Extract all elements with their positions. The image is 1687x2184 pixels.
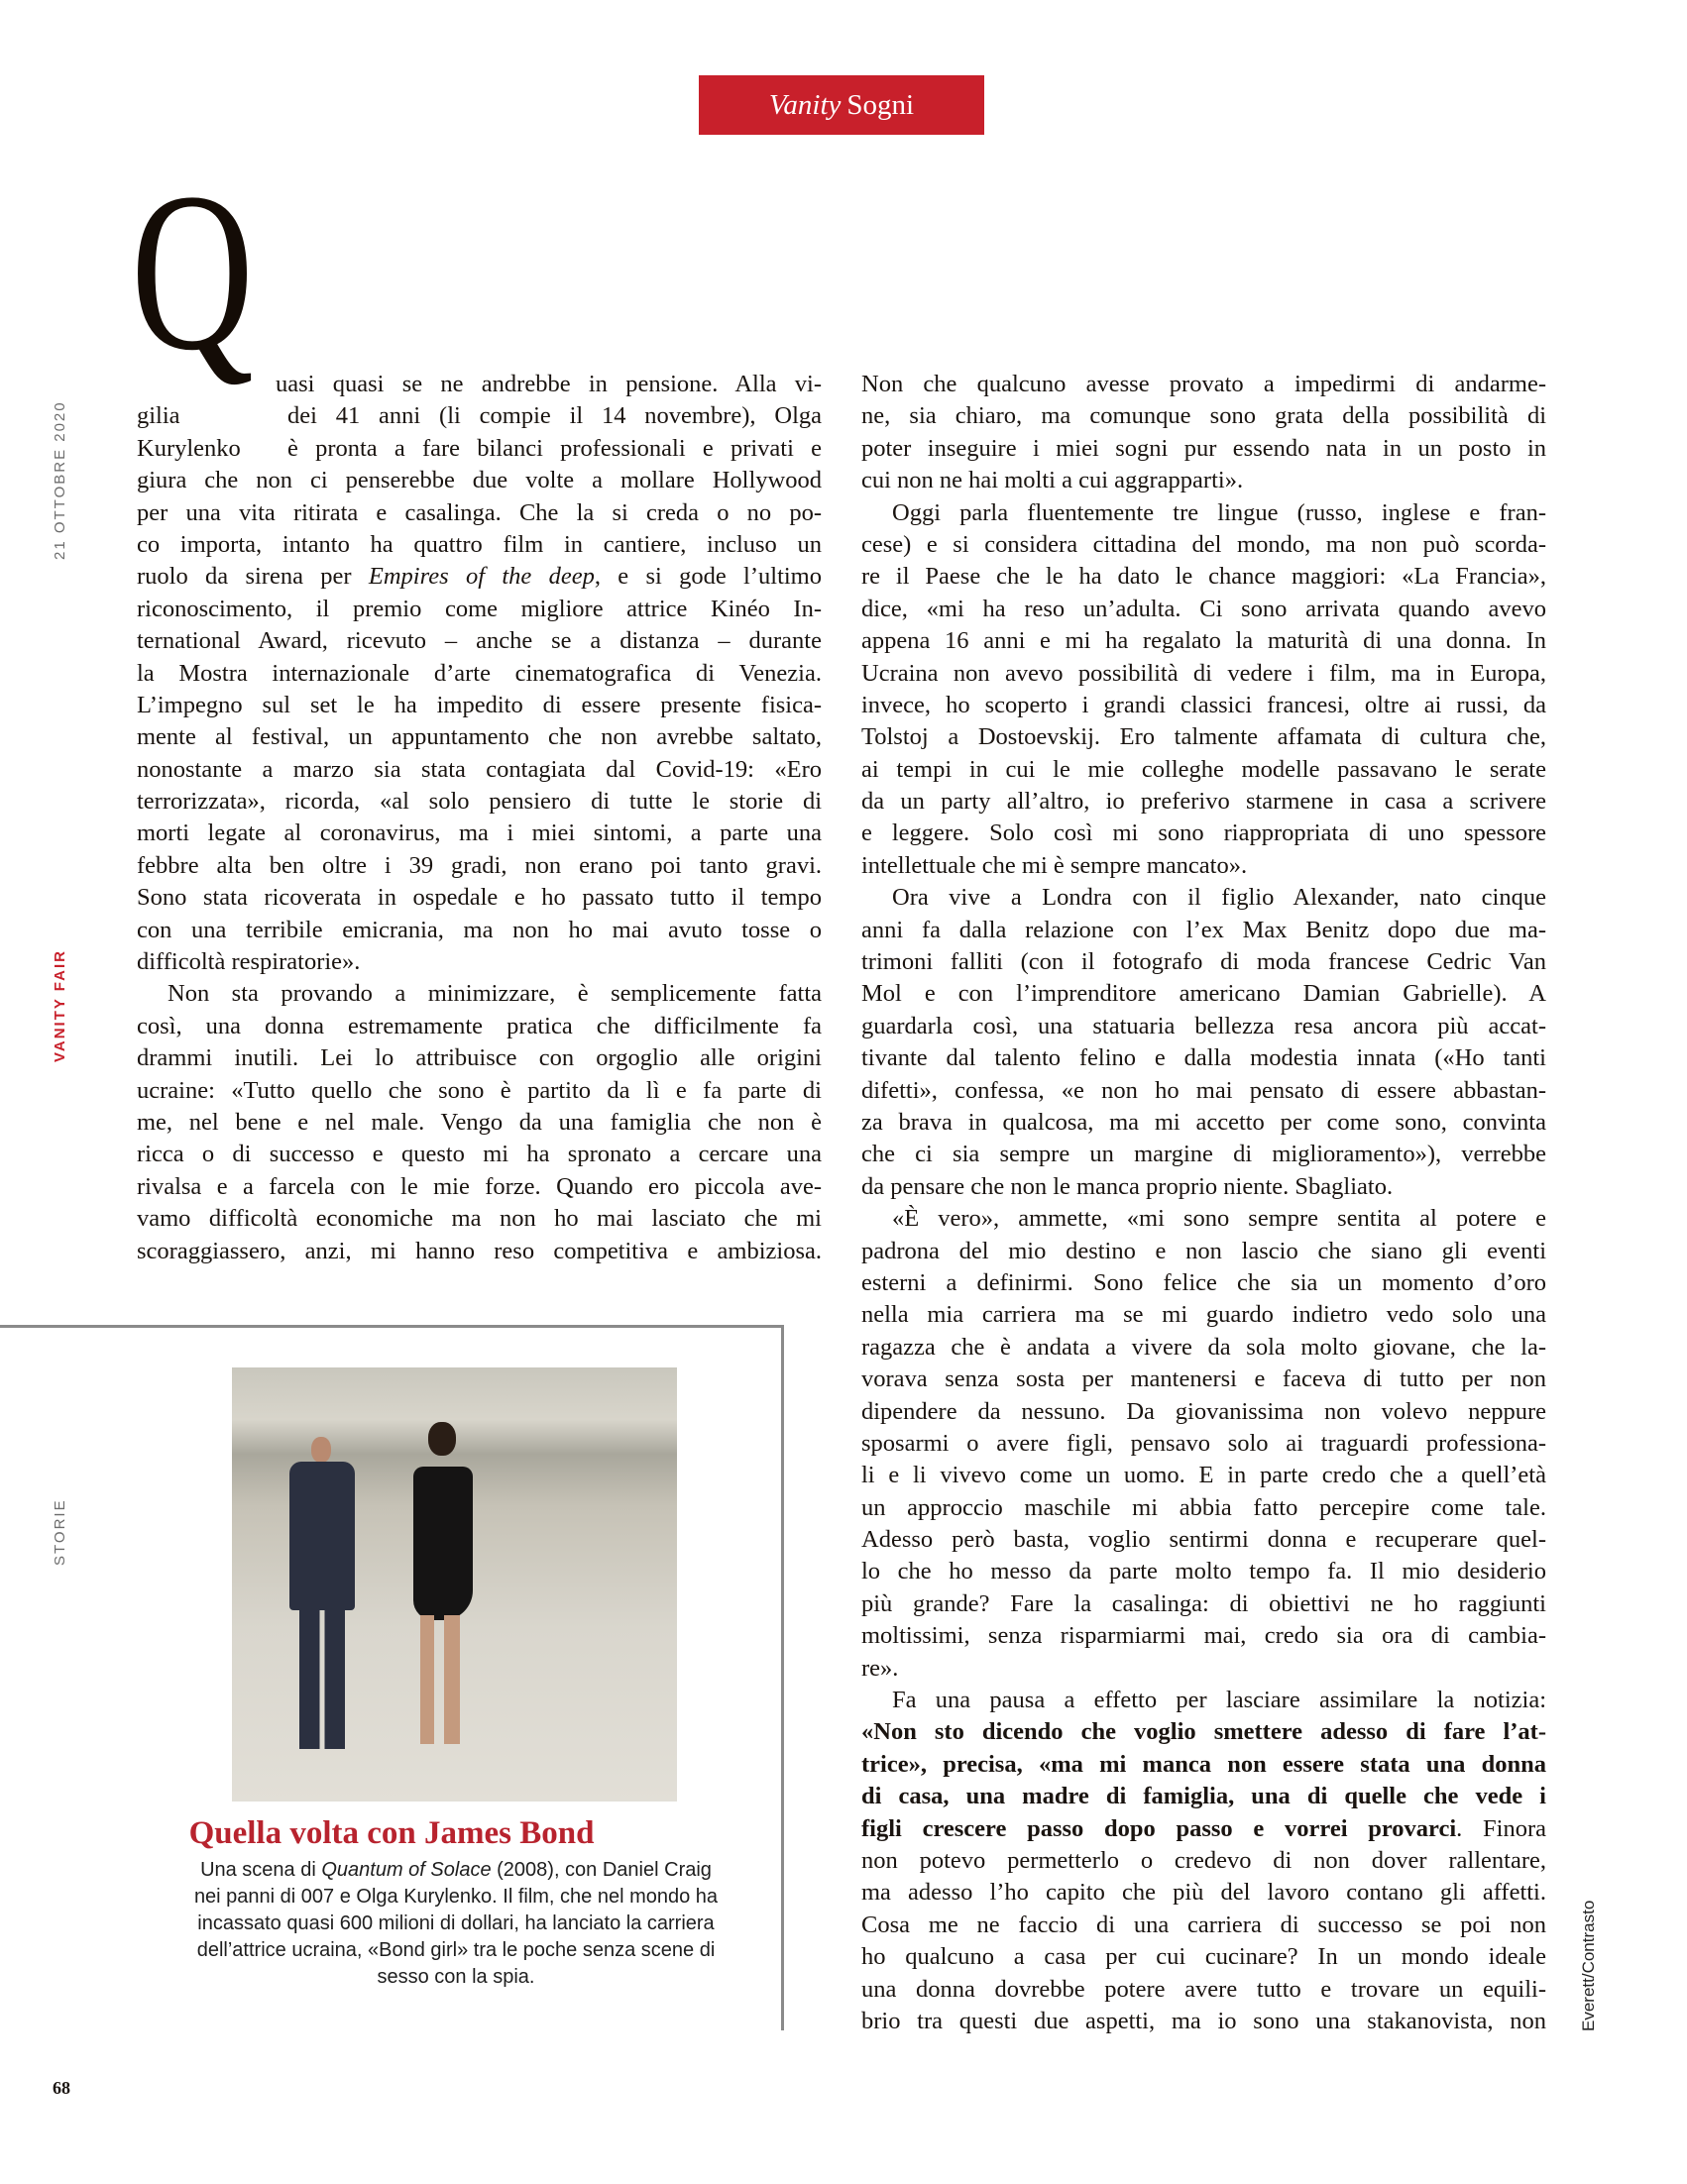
text-line [861, 1460, 1546, 1491]
text-line [861, 1556, 1546, 1587]
text-line [861, 1267, 1546, 1299]
paragraph [137, 978, 822, 1267]
text-line [861, 497, 1546, 529]
text-segment: , e si gode l’ultimo [594, 563, 822, 591]
text-line [861, 400, 1546, 432]
text-line [137, 465, 822, 496]
text-segment: e leggere. Solo così mi sono riappropriata di uno spessore [861, 819, 1546, 847]
text-segment: riconoscimento, il premio come migliore attrice Kinéo In- [137, 595, 822, 622]
text-line [137, 946, 822, 978]
page-number: 68 [53, 2078, 70, 2098]
text-segment: ruolo da sirena per [137, 563, 369, 591]
text-line [137, 1203, 822, 1235]
text-line [137, 915, 822, 946]
text-line [137, 658, 822, 690]
text-line [861, 1877, 1546, 1909]
text-segment: Ora vive a Londra con il figlio Alexander, nato cinque [892, 884, 1546, 912]
section-tag-italic: Vanity [768, 88, 842, 121]
text-segment: dei 41 anni (li compie il 14 novembre), Olga [287, 402, 822, 430]
text-segment: Una scena di [200, 1859, 322, 1881]
text-segment: za brava in qualcosa, ma mi accetto per come sono, convinta [861, 1108, 1546, 1136]
text-segment: L’impegno sul set le ha impedito di essere presente fisica- [137, 691, 822, 718]
text-line [861, 1524, 1546, 1556]
article-column-left [137, 369, 822, 1267]
text-line [861, 1749, 1546, 1781]
text-line [861, 1813, 1546, 1845]
text-line [861, 1941, 1546, 1973]
text-segment: così, una donna estremamente pratica che difficilmente fa [137, 1012, 822, 1039]
text-segment: vorava senza sosta per mantenersi e faceva di tutto per non [861, 1365, 1546, 1393]
text-segment: mente al festival, un appuntamento che non avrebbe saltato, [137, 723, 822, 751]
text-segment: per una vita ritirata e casalinga. Che la si creda o no po- [137, 498, 822, 526]
text-segment: non potevo permetterlo o credevo di non dover rallentare, [861, 1846, 1546, 1874]
text-line [137, 561, 822, 593]
text-line [137, 754, 822, 786]
text-segment: difetti», confessa, «e non ho mai pensato di essere abbastan- [861, 1076, 1546, 1104]
text-segment: dice, «mi ha reso un’adulta. Ci sono arrivata quando avevo [861, 595, 1546, 622]
text-segment: scoraggiassero, anzi, mi hanno reso competitiva e ambiziosa. [137, 1237, 822, 1264]
text-line [861, 658, 1546, 690]
text-line [861, 1011, 1546, 1042]
text-segment: da un party all’altro, io preferivo starmene in casa a scrivere [861, 788, 1546, 816]
man-figure-legs [299, 1605, 345, 1749]
text-segment: Tolstoj a Dostoevskij. Ero talmente affamata di cultura che, [861, 723, 1546, 751]
text-segment: trice», precisa, «ma mi manca non essere stata una donna [861, 1750, 1546, 1778]
text-segment: lo che ho messo da parte molto tempo fa. Il mio desiderio [861, 1558, 1546, 1585]
issue-date: 21 OTTOBRE 2020 [52, 400, 68, 560]
text-line [861, 625, 1546, 657]
text-segment: ragazza che è andata a vivere da sola molto giovane, che la- [861, 1333, 1546, 1361]
text-segment: uasi quasi se ne andrebbe in pensione. Alla vi- [276, 371, 822, 397]
paragraph [861, 882, 1546, 1203]
text-segment: Empires of the deep [368, 563, 595, 591]
text-segment: padrona del mio destino e non lascio che siano gli eventi [861, 1237, 1546, 1264]
text-line [137, 1107, 822, 1139]
text-segment: dipendere da nessuno. Da giovanissima non volevo neppure [861, 1397, 1546, 1425]
text-line [137, 850, 822, 882]
text-line [137, 882, 822, 914]
text-segment: Oggi parla fluentemente tre lingue (russo, inglese e fran- [892, 498, 1546, 526]
text-segment: una donna dovrebbe potere avere tutto e trovare un equili- [861, 1975, 1546, 2003]
film-still-photo [232, 1367, 677, 1802]
text-line [861, 1428, 1546, 1460]
text-segment: cese) e si considera cittadina del mondo, ma non può scorda- [861, 530, 1546, 558]
text-segment: ucraine: «Tutto quello che sono è partito da lì e fa parte di [137, 1076, 822, 1104]
text-segment: ricca o di successo e questo mi ha spronato a cercare una [137, 1141, 822, 1168]
text-line [861, 1910, 1546, 1941]
text-line [137, 721, 822, 753]
text-line [137, 1139, 822, 1170]
paragraph [861, 497, 1546, 883]
text-segment: vamo difficoltà economiche ma non ho mai lasciato che mi [137, 1205, 822, 1233]
text-line [137, 433, 822, 465]
text-line [861, 915, 1546, 946]
sidebar-title: Quella volta con James Bond [188, 1815, 595, 1851]
text-line [861, 1107, 1546, 1139]
text-segment: «Non sto dicendo che voglio smettere adesso di fare l’at- [861, 1718, 1546, 1746]
text-segment: morti legate al coronavirus, ma i miei sintomi, a parte una [137, 819, 822, 847]
text-line [137, 1011, 822, 1042]
text-line [861, 1364, 1546, 1395]
text-line [861, 433, 1546, 465]
paragraph [861, 1203, 1546, 1685]
text-line [137, 529, 822, 561]
text-segment: rivalsa e a farcela con le mie forze. Quando ero piccola ave- [137, 1172, 822, 1200]
text-segment: giura che non ci penserebbe due volte a mollare Hollywood [137, 467, 822, 494]
text-line [861, 754, 1546, 786]
section-tag-label: Sogni [846, 88, 915, 121]
text-segment: la Mostra internazionale d’arte cinematografica di Venezia. [137, 659, 822, 687]
text-line [861, 1171, 1546, 1203]
text-line [861, 1620, 1546, 1652]
man-figure-suit [289, 1462, 355, 1610]
text-segment: con una terribile emicrania, ma non ho mai avuto tosse o [137, 916, 822, 943]
text-line [137, 1236, 822, 1267]
text-segment: moltissimi, senza risparmiarmi mai, credo sia ora di cambia- [861, 1622, 1546, 1650]
text-line [137, 625, 822, 657]
section-tag [699, 75, 984, 135]
text-line [861, 1075, 1546, 1107]
text-line [861, 818, 1546, 849]
text-line [137, 978, 822, 1010]
text-line [861, 1974, 1546, 2006]
text-segment: Ucraina non avevo possibilità di vedere i film, ma in Europa, [861, 659, 1546, 687]
text-segment: anni fa dalla relazione con l’ex Max Benitz dopo due ma- [861, 916, 1546, 943]
text-segment: drammi inutili. Lei lo attribuisce con orgoglio alle origini [137, 1044, 822, 1072]
text-segment: (2008), con Daniel Craig nei panni di 007 e Olga Kurylenko. Il film, che nel mondo ha incassato quasi 600 milioni di dollari, ha lanciato la carriera dell’attrice ucraina, «Bond girl» tra le poche senza scene di sesso con la spia. [193, 1859, 719, 1988]
photo-credit: Everett/Contrasto [1579, 1900, 1598, 2031]
text-line [861, 1299, 1546, 1331]
line-lead-word: gilia [137, 402, 180, 430]
text-segment: li e li vivevo come un uomo. E in parte credo che a quell’età [861, 1462, 1546, 1489]
text-line [861, 1588, 1546, 1620]
text-segment: Cosa me ne faccio di una carriera di successo se poi non [861, 1911, 1546, 1938]
text-segment: più grande? Fare la casalinga: di obiettivi ne ho raggiunti [861, 1589, 1546, 1617]
line-lead-word: Kurylenko [137, 434, 241, 462]
text-segment: sposarmi o avere figli, pensavo solo ai traguardi professiona- [861, 1429, 1546, 1457]
text-line [861, 1042, 1546, 1074]
text-line [861, 1332, 1546, 1364]
paragraph [861, 1685, 1546, 2037]
text-line [137, 690, 822, 721]
text-line [861, 1203, 1546, 1235]
text-line [861, 2006, 1546, 2037]
text-line [861, 721, 1546, 753]
magazine-brand: VANITY FAIR [52, 949, 68, 1062]
text-line [137, 594, 822, 625]
paragraph [137, 369, 822, 978]
drop-cap: Q [131, 146, 255, 397]
text-line [861, 1492, 1546, 1524]
text-line [137, 1171, 822, 1203]
text-line [137, 1075, 822, 1107]
text-segment: difficoltà respiratorie». [137, 948, 361, 976]
text-line [861, 690, 1546, 721]
text-line [861, 1139, 1546, 1170]
text-line [137, 400, 822, 432]
text-segment: appena 16 anni e mi ha regalato la maturità di una donna. In [861, 627, 1546, 655]
text-segment: un approccio maschile mi abbia fatto percepire come tale. [861, 1493, 1546, 1521]
text-segment: guardarla così, una statuaria bellezza resa ancora più accat- [861, 1012, 1546, 1039]
text-segment: figli crescere passo dopo passo e vorrei provarci [861, 1814, 1457, 1842]
text-segment: tivante dal talento felino e dalla modestia innata («Ho tanti [861, 1044, 1546, 1072]
text-segment: co importa, intanto ha quattro film in cantiere, incluso un [137, 530, 822, 558]
section-name: STORIE [52, 1498, 68, 1566]
text-segment: nonostante a marzo sia stata contagiata dal Covid-19: «Ero [137, 755, 822, 783]
text-line [861, 529, 1546, 561]
text-segment: re il Paese che le ha dato le chance maggiori: «La Francia», [861, 563, 1546, 591]
woman-figure [428, 1422, 456, 1456]
text-segment: febbre alta ben oltre i 39 gradi, non erano poi tanto gravi. [137, 851, 822, 879]
text-segment: Non sta provando a minimizzare, è semplicemente fatta [168, 980, 822, 1008]
text-line [861, 1845, 1546, 1877]
man-figure [311, 1437, 331, 1463]
text-segment: me, nel bene e nel male. Vengo da una famiglia che non è [137, 1108, 822, 1136]
text-segment: ne, sia chiaro, ma comunque sono grata della possibilità di [861, 402, 1546, 430]
text-line [861, 594, 1546, 625]
text-line [137, 1042, 822, 1074]
text-line [137, 786, 822, 818]
text-segment: ma adesso l’ho capito che più del lavoro contano gli affetti. [861, 1879, 1546, 1907]
text-segment: è pronta a fare bilanci professionali e privati e [287, 434, 822, 462]
text-line [861, 850, 1546, 882]
text-line [861, 786, 1546, 818]
text-line [861, 1716, 1546, 1748]
text-segment: nella mia carriera ma se mi guardo indietro vedo solo una [861, 1301, 1546, 1329]
text-segment: da pensare che non le manca proprio niente. Sbagliato. [861, 1172, 1394, 1200]
text-line [861, 561, 1546, 593]
text-segment: . Finora [1456, 1814, 1546, 1842]
photo-caption [188, 1857, 724, 1991]
text-segment: invece, ho scoperto i grandi classici francesi, oltre ai russi, da [861, 691, 1546, 718]
text-segment: intellettuale che mi è sempre mancato». [861, 851, 1248, 879]
text-segment: Fa una pausa a effetto per lasciare assimilare la notizia: [892, 1687, 1546, 1714]
text-line [861, 1653, 1546, 1685]
text-segment: brio tra questi due aspetti, ma io sono una stakanovista, non [861, 2007, 1546, 2034]
text-line [137, 369, 822, 400]
text-segment: ai tempi in cui le mie colleghe modelle passavano le serate [861, 755, 1546, 783]
text-line [861, 1781, 1546, 1812]
text-line [861, 1396, 1546, 1428]
text-segment: Non che qualcuno avesse provato a impedirmi di andarme- [861, 371, 1546, 397]
text-segment: ternational Award, ricevuto – anche se a distanza – durante [137, 627, 822, 655]
woman-figure-dress [413, 1467, 473, 1620]
article-column-right [861, 369, 1546, 2037]
text-segment: re». [861, 1654, 899, 1682]
text-line [861, 978, 1546, 1010]
text-segment: Sono stata ricoverata in ospedale e ho passato tutto il tempo [137, 884, 822, 912]
text-segment: Quantum of Solace [321, 1859, 492, 1881]
text-line [861, 1685, 1546, 1716]
text-line [861, 882, 1546, 914]
text-line [137, 497, 822, 529]
text-line [137, 818, 822, 849]
text-line [861, 1236, 1546, 1267]
text-line [861, 946, 1546, 978]
text-segment: terrorizzata», ricorda, «al solo pensiero di tutte le storie di [137, 788, 822, 816]
paragraph [861, 369, 1546, 497]
text-segment: Mol e con l’imprenditore americano Damian Gabrielle). A [861, 980, 1546, 1008]
text-line [861, 465, 1546, 496]
text-segment: ho qualcuno a casa per cui cucinare? In un mondo ideale [861, 1943, 1546, 1971]
text-segment: «È vero», ammette, «mi sono sempre sentita al potere e [892, 1205, 1546, 1233]
text-segment: esterni a definirmi. Sono felice che sia un momento d’oro [861, 1268, 1546, 1296]
woman-figure-legs [420, 1615, 460, 1744]
text-segment: poter inseguire i miei sogni pur essendo nata in un posto in [861, 434, 1546, 462]
text-segment: cui non ne hai molti a cui aggrapparti». [861, 467, 1244, 494]
text-segment: che ci sia sempre un margine di miglioramento»), verrebbe [861, 1141, 1546, 1168]
text-line [861, 369, 1546, 400]
text-segment: Adesso però basta, voglio sentirmi donna e recuperare quel- [861, 1526, 1546, 1554]
text-segment: di casa, una madre di famiglia, una di quelle che vede i [861, 1783, 1546, 1810]
text-segment: trimoni falliti (con il fotografo di moda francese Cedric Van [861, 948, 1546, 976]
